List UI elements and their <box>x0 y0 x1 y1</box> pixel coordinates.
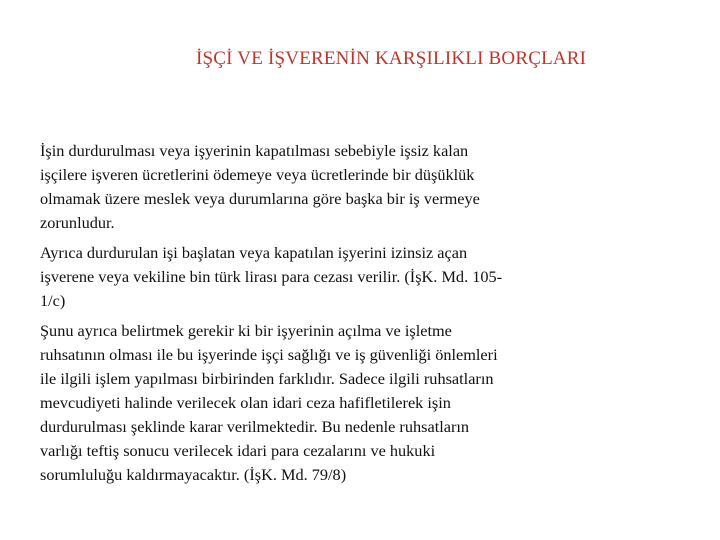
paragraph-line: Ayrıca durdurulan işi başlatan veya kapatılan işyerini izinsiz açan <box>40 243 468 262</box>
paragraph-line: Şunu ayrıca belirtmek gerekir ki bir işyerinin açılma ve işletme <box>40 321 452 340</box>
paragraph-line: mevcudiyeti halinde verilecek olan idari ceza hafifletilerek işin <box>40 393 451 412</box>
paragraph-line: ruhsatının olması ile bu işyerinde işçi sağlığı ve iş güvenliği önlemleri <box>40 345 498 364</box>
paragraph-line: durdurulması şeklinde karar verilmektedir. Bu nedenle ruhsatların <box>40 417 470 436</box>
slide-title: İŞÇİ VE İŞVERENİN KARŞILIKLI BORÇLARI <box>196 48 587 69</box>
paragraph-line: işverene veya vekiline bin türk lirası para cezası verilir. (İşK. Md. 105- <box>40 267 503 286</box>
paragraph-line: işçilere işveren ücretlerini ödemeye veya ücretlerinde bir düşüklük <box>40 165 475 184</box>
paragraph-line: olmamak üzere meslek veya durumlarına göre başka bir iş vermeye <box>40 189 480 208</box>
paragraph-2 <box>40 241 620 313</box>
paragraph-3 <box>40 319 620 487</box>
paragraph-line: ile ilgili işlem yapılması birbirinden farklıdır. Sadece ilgili ruhsatların <box>40 369 494 388</box>
slide-body <box>40 139 620 487</box>
paragraph-line: İşin durdurulması veya işyerinin kapatılması sebebiyle işsiz kalan <box>40 141 469 160</box>
paragraph-1 <box>40 139 620 235</box>
paragraph-line: zorunludur. <box>40 213 115 232</box>
paragraph-line: varlığı teftiş sonucu verilecek idari para cezalarını ve hukuki <box>40 441 436 460</box>
paragraph-line: 1/c) <box>40 291 66 310</box>
paragraph-line: sorumluluğu kaldırmayacaktır. (İşK. Md. 79/8) <box>40 465 347 484</box>
